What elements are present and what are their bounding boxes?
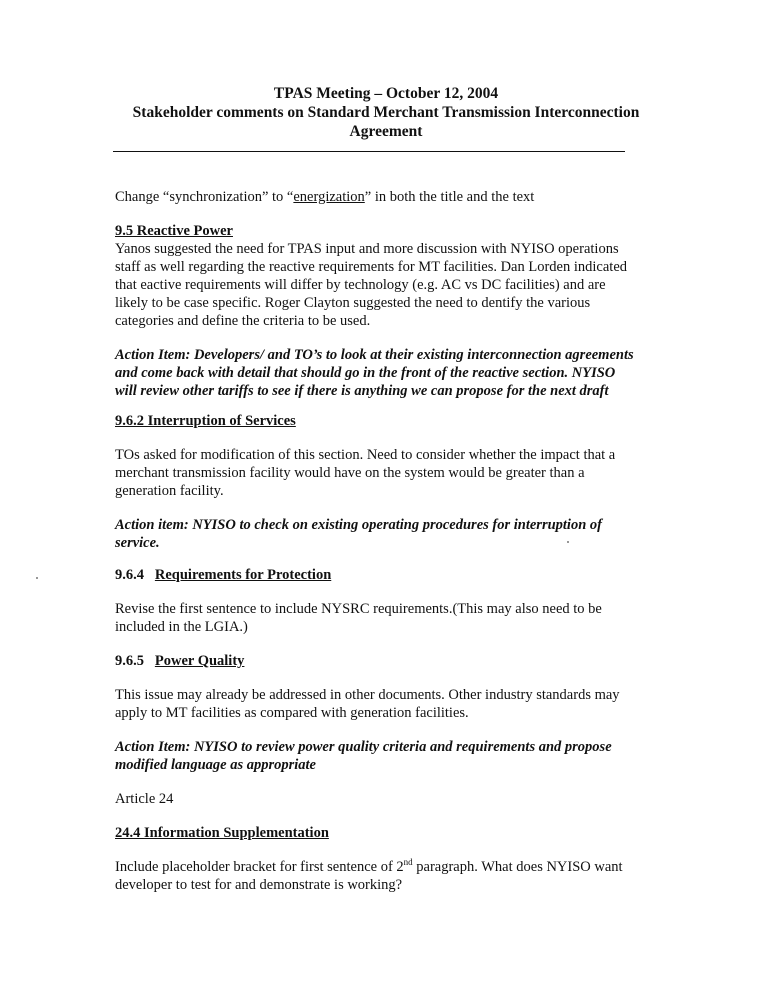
section-24-4-body-superscript: nd	[403, 857, 413, 868]
section-24-4-body	[115, 858, 635, 894]
article-label: Article 24	[115, 791, 174, 807]
section-9-6-5-number: 9.6.5	[115, 653, 144, 669]
intro-text-post: ” in both the title and the text	[364, 189, 535, 205]
document-header	[0, 84, 772, 141]
section-24-4-body-post: paragraph. What does NYISO want developer to test for and demonstrate is working?	[115, 859, 623, 893]
section-9-6-5-action-item: Action Item: NYISO to review power quality criteria and requirements and propose modified language as appropriate	[115, 739, 612, 773]
section-9-5-heading-text: 9.5 Reactive Power	[115, 223, 233, 239]
section-9-6-5-body: This issue may already be addressed in other documents. Other industry standards may apply to MT facilities as compared with generation facilities.	[115, 687, 620, 721]
section-9-6-2-heading-text: 9.6.2 Interruption of Services	[115, 413, 296, 429]
section-24-4-body-pre: Include placeholder bracket for first sentence of 2	[115, 859, 404, 875]
section-9-5-action-item: Action Item: Developers/ and TO’s to look at their existing interconnection agreements and come back with detail that should go in the front of the reactive section. NYISO will review other tariffs to see if there is anything we can propose for the next draft	[115, 347, 634, 399]
intro-paragraph	[115, 188, 635, 206]
intro-text-underlined: energization	[293, 189, 365, 205]
section-9-5-body: Yanos suggested the need for TPAS input and more discussion with NYISO operations staff as well regarding the reactive requirements for MT facilities. Dan Lorden indicated that eactive requirements will differ by technology (e.g. AC vs DC facilities) and are likely to be case specific. Roger Clayton suggested the need to dentify the various categories and define the criteria to be used.	[115, 241, 628, 329]
scan-speck	[36, 577, 38, 579]
header-subtitle-line: Stakeholder comments on Standard Merchant Transmission Interconnection	[132, 104, 640, 121]
section-9-6-2-action-item: Action item: NYISO to check on existing operating procedures for interruption of service.	[115, 517, 602, 551]
section-9-6-4-body: Revise the first sentence to include NYSRC requirements.(This may also need to be included in the LGIA.)	[115, 601, 602, 635]
section-9-6-2-heading	[115, 412, 635, 430]
section-9-6-4-title: Requirements for Protection	[154, 567, 332, 583]
section-9-6-4-heading	[115, 566, 635, 584]
document-body	[115, 188, 635, 894]
scan-speck	[567, 541, 569, 543]
intro-text-pre: Change “synchronization” to “	[115, 189, 294, 205]
header-subtitle-line-2: Agreement	[349, 123, 423, 140]
section-24-4-heading-text: 24.4 Information Supplementation	[115, 825, 329, 841]
header-title-line: TPAS Meeting – October 12, 2004	[273, 85, 499, 102]
section-9-6-5-heading	[115, 652, 635, 670]
header-divider	[113, 151, 625, 152]
section-9-6-5-title: Power Quality	[154, 653, 245, 669]
section-9-5-heading	[115, 222, 635, 240]
section-9-6-4-number: 9.6.4	[115, 567, 144, 583]
section-9-6-2-body: TOs asked for modification of this section. Need to consider whether the impact that a merchant transmission facility would have on the system would be greater than a generation facility.	[115, 447, 616, 499]
section-24-4-heading	[115, 824, 635, 842]
